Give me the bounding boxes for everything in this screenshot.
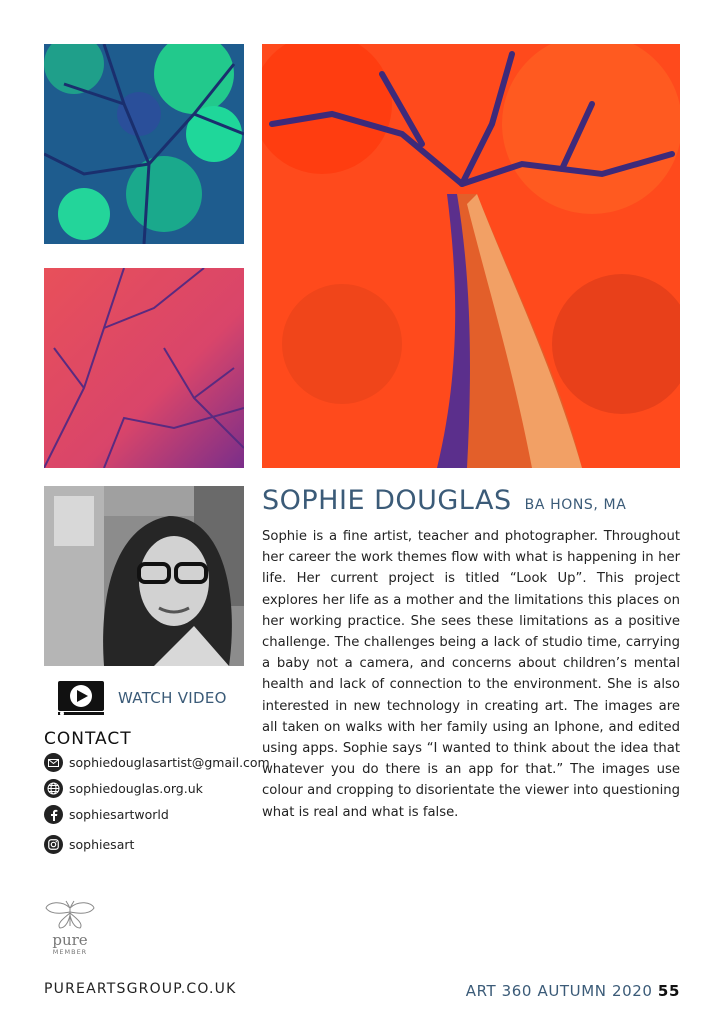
member-label: MEMBER xyxy=(52,948,88,956)
artist-portrait-photo xyxy=(44,486,244,666)
contact-website[interactable] xyxy=(44,779,203,798)
artist-qualifications: BA HONS, MA xyxy=(524,497,627,513)
moth-logo-icon xyxy=(44,900,96,930)
email-text[interactable]: sophiedouglasartist@gmail.com xyxy=(69,755,270,770)
facebook-text[interactable]: sophiesartworld xyxy=(69,807,169,822)
contact-heading: CONTACT xyxy=(44,729,132,749)
footer-website[interactable]: PUREARTSGROUP.CO.UK xyxy=(44,981,237,997)
artwork-tree-orange xyxy=(262,44,680,468)
facebook-icon xyxy=(44,805,63,824)
artwork-branches-coral xyxy=(44,268,244,468)
instagram-text[interactable]: sophiesart xyxy=(69,837,135,852)
pure-member-badge xyxy=(44,900,96,956)
website-text[interactable]: sophiedouglas.org.uk xyxy=(69,781,203,796)
globe-icon xyxy=(44,779,63,798)
artwork-canopy-green xyxy=(44,44,244,244)
watch-video-label[interactable]: WATCH VIDEO xyxy=(118,689,227,707)
pure-wordmark: pure xyxy=(52,931,88,949)
contact-instagram[interactable] xyxy=(44,835,134,854)
artist-bio: Sophie is a fine artist, teacher and photographer. Throughout her career the work themes flow with what is happening in her life. Her current project is titled “Look Up”. This project explores her life as a mother and the limitations this places on her working practice. She sees these limitations as a positive challenge. The challenges being a lack of studio time, carrying a baby not a camera, and concerns about children’s mental health and lack of connection to the environment. She is also interested in new technology in creating art. The images are all taken on walks with her family using an Iphone, and edited using apps. Sophie says “I wanted to think about the idea that whatever you do there is an app for that.” The images use colour and cropping to disorientate the viewer into questioning what is real and what is false. xyxy=(262,529,680,820)
instagram-icon xyxy=(44,835,63,854)
email-icon xyxy=(44,753,63,772)
play-video-icon[interactable] xyxy=(58,680,104,716)
footer-issue xyxy=(466,982,680,1000)
magazine-title: ART 360 xyxy=(465,982,533,1000)
page-number: 55 xyxy=(657,982,680,1000)
contact-facebook[interactable] xyxy=(44,805,169,824)
artist-name: SOPHIE DOUGLAS xyxy=(262,485,512,516)
artist-name-heading xyxy=(262,484,626,522)
contact-email[interactable] xyxy=(44,753,270,772)
watch-video-link[interactable] xyxy=(58,680,227,716)
issue-season: AUTUMN 2020 xyxy=(537,982,653,1000)
